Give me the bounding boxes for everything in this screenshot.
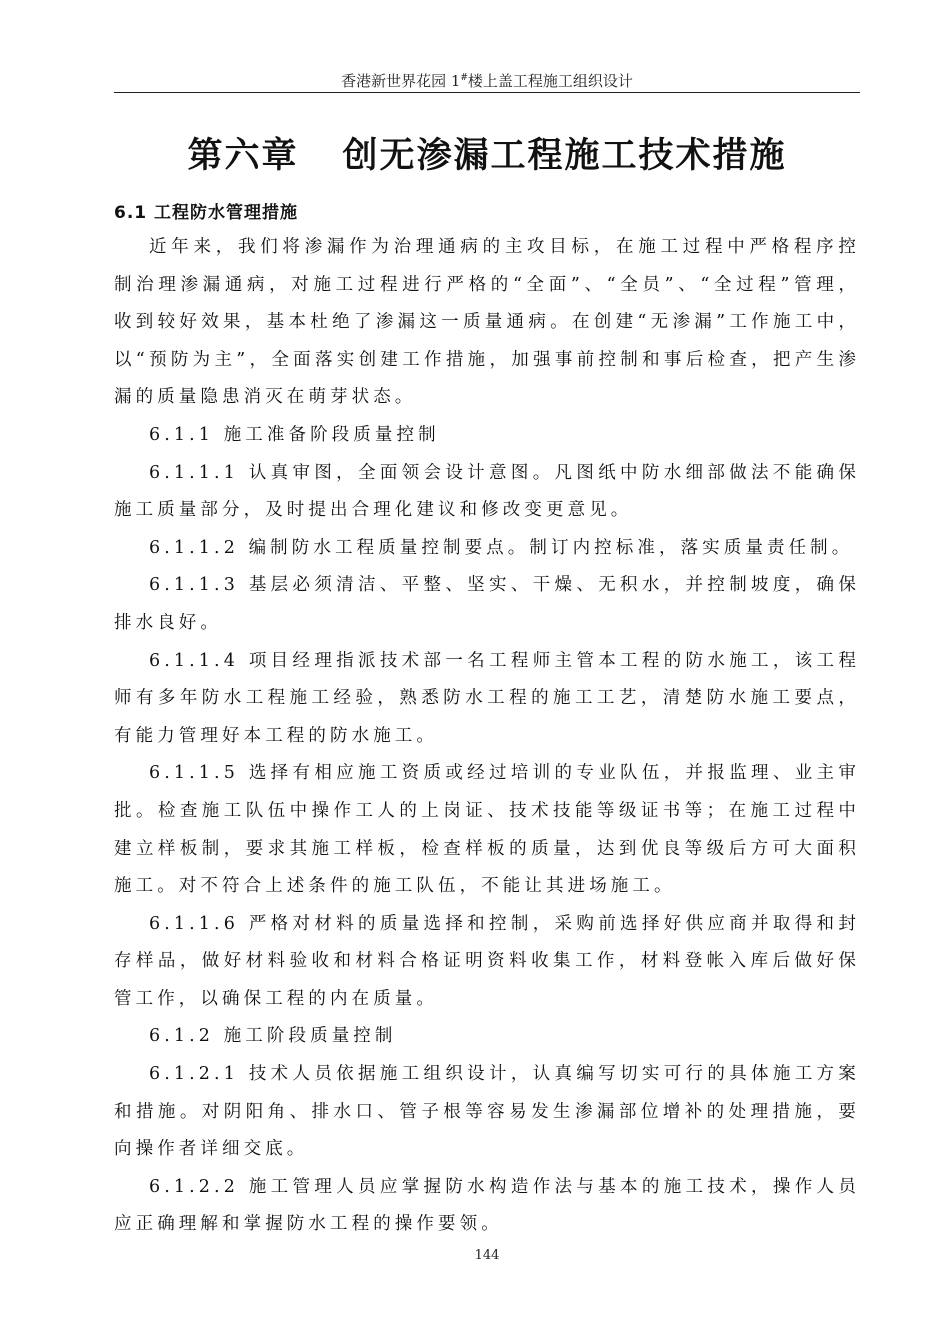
paragraph-6-1-1-3: 6.1.1.3 基层必须清洁、平整、坚实、干燥、无积水，并控制坡度，确保排水良好。 bbox=[114, 575, 860, 633]
header-rule bbox=[114, 92, 860, 93]
subsection-heading-6-1-2: 6.1.2 施工阶段质量控制 bbox=[149, 1026, 397, 1047]
paragraph-6-1-1-2: 6.1.1.2 编制防水工程质量控制要点。制订内控标准，落实质量责任制。 bbox=[149, 537, 854, 558]
paragraph-6-1-1-4: 6.1.1.4 项目经理指派技术部一名工程师主管本工程的防水施工，该工程师有多年防水工程施工经验，熟悉防水工程的施工工艺，清楚防水施工要点，有能力管理好本工程的防水施工。 bbox=[114, 650, 860, 746]
running-header bbox=[114, 70, 860, 91]
page-number: 144 bbox=[474, 1248, 500, 1263]
paragraph-6-1-1-6: 6.1.1.6 严格对材料的质量选择和控制，采购前选择好供应商并取得和封存样品，做好材料验收和材料合格证明资料收集工作，材料登帐入库后做好保管工作，以确保工程的内在质量。 bbox=[114, 913, 860, 1009]
chapter-number: 第六章 bbox=[187, 136, 299, 176]
paragraph-6-1-2-1: 6.1.2.1 技术人员依据施工组织设计，认真编写切实可行的具体施工方案和措施。对阴阳角、排水口、管子根等容易发生渗漏部位增补的处理措施，要向操作者详细交底。 bbox=[114, 1064, 860, 1160]
chapter-title-text: 创无渗漏工程施工技术措施 bbox=[342, 136, 787, 176]
header-text-after: 楼上盖工程施工组织设计 bbox=[467, 72, 633, 90]
chapter-title bbox=[114, 128, 860, 178]
subsection-heading-6-1-1: 6.1.1 施工准备阶段质量控制 bbox=[149, 424, 440, 445]
header-superscript: # bbox=[460, 73, 468, 83]
paragraph-6-1-2-2: 6.1.2.2 施工管理人员应掌握防水构造作法与基本的施工技术，操作人员应正确理解和掌握防水工程的操作要领。 bbox=[114, 1176, 860, 1235]
paragraph-6-1-1-5: 6.1.1.5 选择有相应施工资质或经过培训的专业队伍，并报监理、业主审批。检查施工队伍中操作工人的上岗证、技术技能等级证书等；在施工过程中建立样板制，要求其施工样板，检查样板的质量，达到优良等级后方可大面积施工。对不符合上述条件的施工队伍，不能让其进场施工。 bbox=[114, 763, 860, 897]
section-heading: 6.1 工程防水管理措施 bbox=[114, 203, 299, 223]
body-text bbox=[114, 229, 860, 1244]
header-text-before: 香港新世界花园 1 bbox=[341, 72, 461, 90]
paragraph-intro: 近年来，我们将渗漏作为治理通病的主攻目标，在施工过程中严格程序控制治理渗漏通病，对施工过程进行严格的“全面”、“全员”、“全过程”管理，收到较好效果，基本杜绝了渗漏这一质量通病。在创建“无渗漏”工作施工中，以“预防为主”，全面落实创建工作措施，加强事前控制和事后检查，把产生渗漏的质量隐患消灭在萌芽状态。 bbox=[114, 237, 860, 408]
paragraph-6-1-1-1: 6.1.1.1 认真审图，全面领会设计意图。凡图纸中防水细部做法不能确保施工质量部分，及时提出合理化建议和修改变更意见。 bbox=[114, 462, 860, 521]
